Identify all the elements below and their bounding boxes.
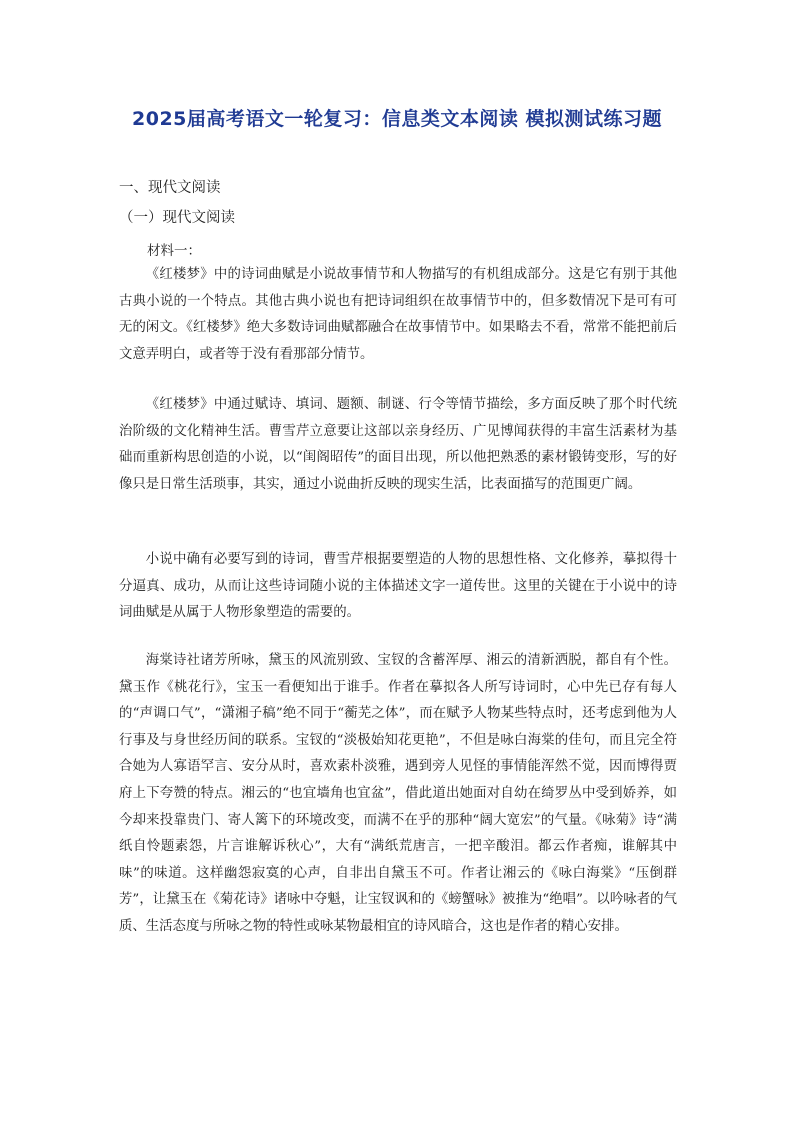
document-title: 2025届高考语文一轮复习：信息类文本阅读 模拟测试练习题 [132,108,662,130]
material-label: 材料一： [147,243,201,259]
section-heading: 一、现代文阅读 [119,180,221,196]
paragraph-3: 小说中确有必要写到的诗词，曹雪芹根据要塑造的人物的思想性格、文化修养，摹拟得十分逼真、成功，从而让这些诗词随小说的主体描述文字一道传世。这里的关键在于小说中的诗词曲赋是从属于人物形象塑造的需要的。 [119,552,677,621]
subsection-heading: （一）现代文阅读 [119,210,235,226]
paragraph-4: 海棠诗社诸芳所咏，黛玉的风流别致、宝钗的含蓄浑厚、湘云的清新洒脱，都自有个性。黛玉作《桃花行》，宝玉一看便知出于谁手。作者在摹拟各人所写诗词时，心中先已存有每人的“声调口气”，“潇湘子稿”绝不同于“蘅芜之体”，而在赋予人物某些特点时，还考虑到他为人行事及与身世经历间的联系。宝钗的“淡极始知花更艳”，不但是咏白海棠的佳句，而且完全符合她为人寡语罕言、安分从时，喜欢素朴淡雅，遇到旁人见怪的事情能浑然不觉，因而博得贾府上下夸赞的特点。湘云的“也宜墙角也宜盆”，借此道出她面对自幼在绮罗丛中受到娇养，如今却来投靠贵门、寄人篱下的环境改变，而满不在乎的那种“阔大宽宏”的气量。《咏菊》诗“满纸自怜题素怨，片言谁解诉秋心”，大有“满纸荒唐言，一把辛酸泪。都云作者痴，谁解其中味”的味道。这样幽怨寂寞的心声，自非出自黛玉不可。作者让湘云的《咏白海棠》“压倒群芳”，让黛玉在《菊花诗》诸咏中夺魁，让宝钗讽和的《螃蟹咏》被推为“绝唱”。以吟咏者的气质、生活态度与所咏之物的特性或咏某物最相宜的诗风暗合，这也是作者的精心安排。 [119,653,677,934]
paragraph-2: 《红楼梦》中通过赋诗、填词、题额、制谜、行令等情节描绘，多方面反映了那个时代统治阶级的文化精神生活。曹雪芹立意要让这部以亲身经历、广见博闻获得的丰富生活素材为基础而重新构思创造的小说，以“闺阁昭传”的面目出现，所以他把熟悉的素材锻铸变形，写的好像只是日常生活琐事，其实，通过小说曲折反映的现实生活，比表面描写的范围更广阔。 [119,397,677,492]
paragraph-1: 《红楼梦》中的诗词曲赋是小说故事情节和人物描写的有机组成部分。这是它有别于其他古典小说的一个特点。其他古典小说也有把诗词组织在故事情节中的，但多数情况下是可有可无的闲文。《红楼梦》绝大多数诗词曲赋都融合在故事情节中。如果略去不看，常常不能把前后文意弄明白，或者等于没有看那部分情节。 [119,267,677,362]
